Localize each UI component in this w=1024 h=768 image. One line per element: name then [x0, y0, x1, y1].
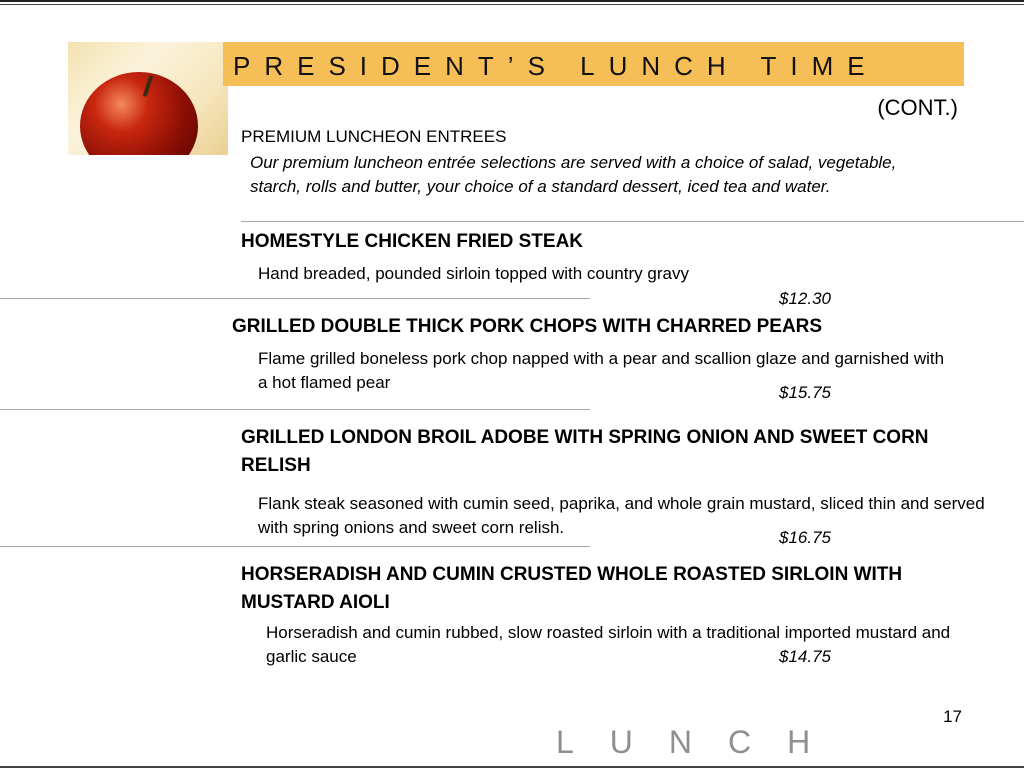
menu-item-description: Horseradish and cumin rubbed, slow roasted sirloin with a traditional imported mustard and garlic sauce: [266, 623, 951, 666]
menu-item-price: $16.75: [779, 528, 831, 547]
divider-line: [0, 546, 590, 547]
top-border-line: [0, 0, 1024, 2]
section-heading: PREMIUM LUNCHEON ENTREES: [241, 127, 507, 146]
menu-item-price: $15.75: [779, 383, 831, 402]
menu-item-description: Flame grilled boneless pork chop napped with a pear and scallion glaze and garnished with a hot flamed pear: [258, 349, 945, 392]
apple-icon: [80, 72, 198, 155]
section-intro: Our premium luncheon entrée selections are served with a choice of salad, vegetable, starch, rolls and butter, your choice of a standard dessert, iced tea and water.: [250, 153, 897, 196]
menu-item-name: GRILLED LONDON BROIL ADOBE WITH SPRING ONION AND SWEET CORN RELISH: [241, 427, 929, 476]
divider-line: [0, 409, 590, 410]
menu-item-description: Flank steak seasoned with cumin seed, paprika, and whole grain mustard, sliced thin and served with spring onions and sweet corn relish.: [258, 494, 985, 537]
menu-item-name: HOMESTYLE CHICKEN FRIED STEAK: [241, 231, 584, 252]
menu-item-description: Hand breaded, pounded sirloin topped with country gravy: [258, 264, 689, 283]
menu-item-name: GRILLED DOUBLE THICK PORK CHOPS WITH CHARRED PEARS: [232, 316, 823, 337]
title-bar: [223, 42, 964, 86]
page-number: 17: [943, 707, 962, 726]
top-border-line-thin: [0, 4, 1024, 5]
page-title: PRESIDENT’S LUNCH TIME: [233, 51, 879, 81]
divider-line: [0, 298, 590, 299]
apple-photo: [68, 42, 228, 155]
divider-line: [241, 221, 1024, 222]
continued-label: (CONT.): [877, 95, 958, 120]
menu-item-name: HORSERADISH AND CUMIN CRUSTED WHOLE ROASTED SIRLOIN WITH MUSTARD AIOLI: [241, 564, 903, 613]
footer-label: LUNCH: [556, 724, 847, 760]
menu-item-price: $12.30: [779, 289, 831, 308]
menu-item-price: $14.75: [779, 647, 831, 666]
